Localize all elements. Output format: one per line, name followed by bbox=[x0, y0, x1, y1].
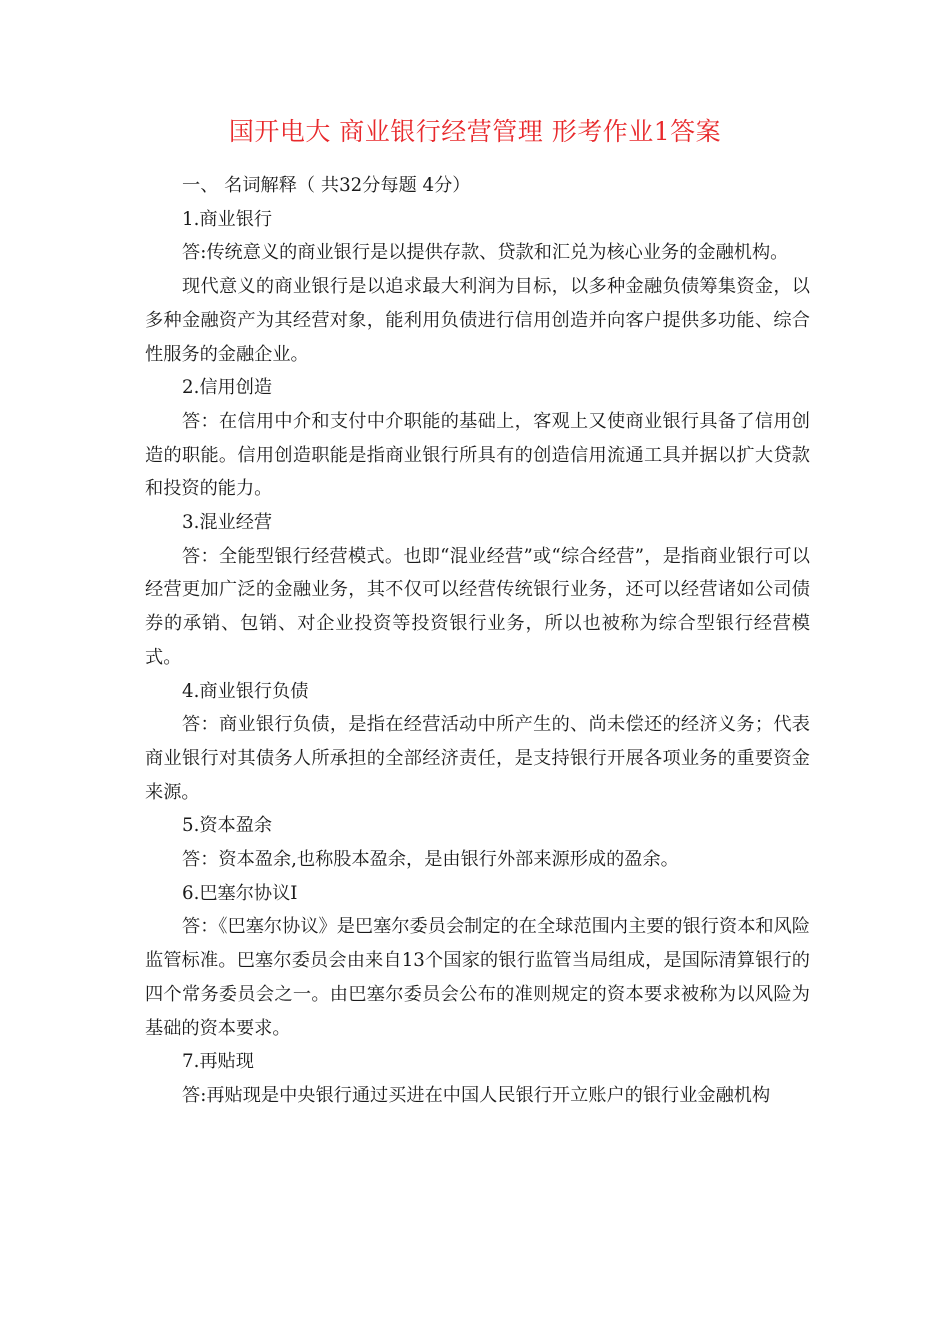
term-heading: 5.资本盈余 bbox=[182, 815, 273, 837]
answer-paragraph: 答：在信用中介和支付中介职能的基础上，客观上又使商业银行具备了信用创造的职能。信用创造职能是指商业银行所具有的创造信用流通工具并据以扩大贷款和投资的能力。 bbox=[145, 410, 810, 500]
answer-paragraph: 答：商业银行负债，是指在经营活动中所产生的、尚未偿还的经济义务；代表商业银行对其债务人所承担的全部经济责任，是支持银行开展各项业务的重要资金来源。 bbox=[145, 714, 810, 803]
term-heading: 3.混业经营 bbox=[182, 512, 273, 534]
answer-paragraph: 答：资本盈余,也称股本盈余，是由银行外部来源形成的盈余。 bbox=[182, 849, 679, 871]
answer-paragraph: 现代意义的商业银行是以追求最大利润为目标，以多种金融负债筹集资金，以多种金融资产为其经营对象，能利用负债进行信用创造并向客户提供多功能、综合性服务的金融企业。 bbox=[145, 276, 810, 365]
answer-paragraph: 答:传统意义的商业银行是以提供存款、贷款和汇兑为核心业务的金融机构。 bbox=[182, 242, 789, 264]
document-title: 国开电大 商业银行经营管理 形考作业1答案 bbox=[228, 117, 722, 146]
answer-paragraph: 答:再贴现是中央银行通过买进在中国人民银行开立账户的银行业金融机构 bbox=[182, 1084, 771, 1106]
term-heading: 6.巴塞尔协议Ⅰ bbox=[182, 882, 298, 904]
section-heading: 一、 名词解释（ 共32分每题 4分） bbox=[182, 175, 471, 196]
term-heading: 1.商业银行 bbox=[182, 208, 273, 230]
answer-paragraph: 答：《巴塞尔协议》是巴塞尔委员会制定的在全球范围内主要的银行资本和风险监管标准。巴塞尔委员会由来自13个国家的银行监管当局组成，是国际清算银行的四个常务委员会之一。由巴塞尔委员会公布的准则规定的资本要求被称为以风险为基础的资本要求。 bbox=[145, 916, 810, 1039]
term-heading: 4.商业银行负债 bbox=[182, 680, 309, 702]
document-body bbox=[145, 169, 810, 1113]
term-heading: 7.再贴现 bbox=[182, 1051, 254, 1073]
answer-paragraph: 答：全能型银行经营模式。也即“混业经营”或“综合经营”，是指商业银行可以经营更加广泛的金融业务，其不仅可以经营传统银行业务，还可以经营诸如公司债券的承销、包销、对企业投资等投资银行业务，所以也被称为综合型银行经营模式。 bbox=[145, 545, 810, 668]
term-heading: 2.信用创造 bbox=[182, 377, 273, 399]
